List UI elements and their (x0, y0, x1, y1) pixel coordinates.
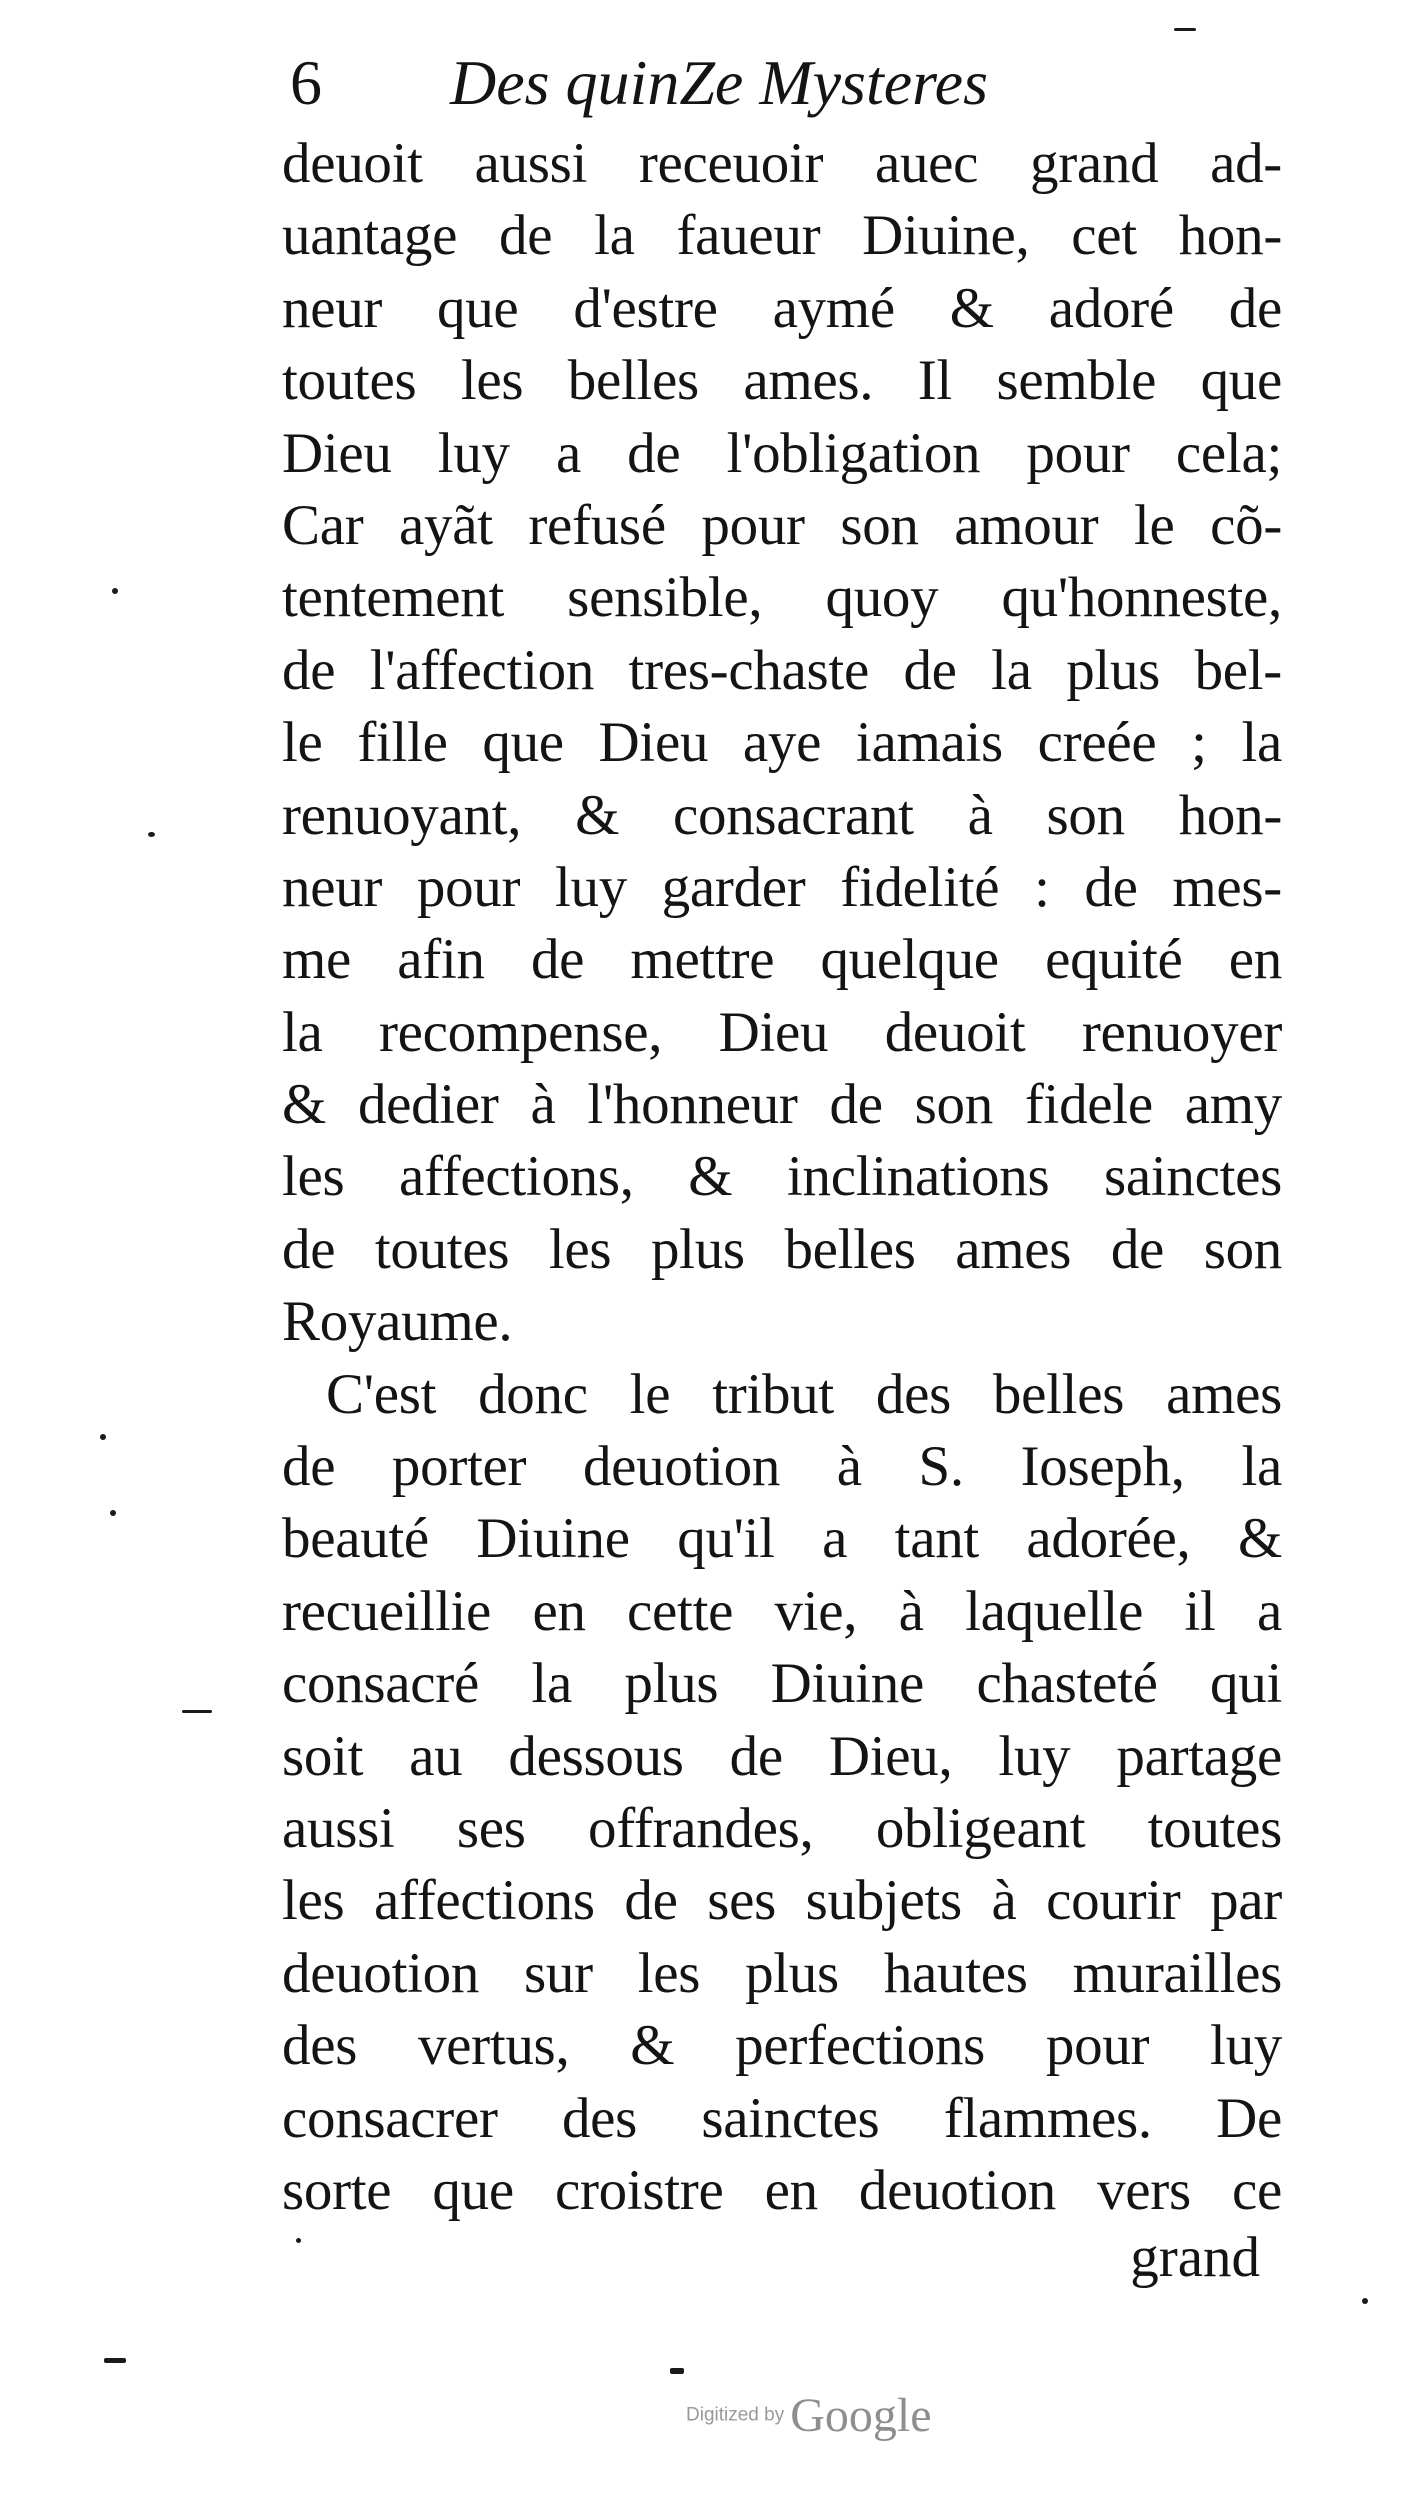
ink-speck (1174, 28, 1196, 31)
ink-speck (1362, 2298, 1368, 2304)
ink-speck (100, 1434, 106, 1440)
ink-speck (104, 2358, 126, 2363)
running-head (290, 38, 1290, 128)
body-text (282, 128, 1282, 2227)
text-line: de l'affection tres-chaste de la plus bel- (282, 638, 1282, 702)
text-line: de toutes les plus belles ames de son (282, 1217, 1282, 1281)
ink-speck (670, 2368, 684, 2374)
ink-speck (148, 832, 155, 837)
ink-speck (110, 1510, 116, 1516)
ink-speck (296, 2238, 301, 2243)
text-line: le fille que Dieu aye iamais creée ; la (282, 711, 1282, 775)
text-line: les affections, & inclinations sainctes (282, 1145, 1282, 1209)
text-line: consacrer des sainctes flammes. De (282, 2086, 1282, 2150)
text-line: Dieu luy a de l'obligation pour cela; (282, 421, 1282, 485)
text-line: recueillie en cette vie, à laquelle il a (282, 1579, 1282, 1643)
text-line: des vertus, & perfections pour luy (282, 2014, 1282, 2078)
text-line: toutes les belles ames. Il semble que (282, 349, 1282, 413)
ink-speck (112, 588, 118, 594)
text-line: consacré la plus Diuine chasteté qui (282, 1652, 1282, 1716)
text-line: uantage de la faueur Diuine, cet hon- (282, 204, 1282, 268)
text-line: neur pour luy garder fidelité : de mes- (282, 855, 1282, 919)
text-line: renuoyant, & consacrant à son hon- (282, 783, 1282, 847)
text-line: Royaume. (282, 1290, 513, 1354)
text-line: neur que d'estre aymé & adoré de (282, 276, 1282, 340)
text-line: soit au dessous de Dieu, luy partage (282, 1724, 1282, 1788)
text-line: aussi ses offrandes, obligeant toutes (282, 1796, 1282, 1860)
google-watermark (686, 2388, 932, 2448)
text-line: & dedier à l'honneur de son fidele amy (282, 1073, 1282, 1137)
page-number: 6 (290, 47, 322, 118)
watermark-prefix: Digitized by (686, 2404, 785, 2426)
text-line-paragraph-start: C'est donc le tribut des belles ames (326, 1362, 1282, 1426)
ink-speck (182, 1710, 212, 1713)
catchword: grand (1130, 2226, 1260, 2289)
text-line: Car ayãt refusé pour son amour le cõ- (282, 493, 1282, 557)
text-line: beauté Diuine qu'il a tant adorée, & (282, 1507, 1282, 1571)
text-line: tentement sensible, quoy qu'honneste, (282, 566, 1282, 630)
google-logo: Google (790, 2389, 932, 2442)
text-line: deuoit aussi receuoir auec grand ad- (282, 132, 1282, 195)
text-line: deuotion sur les plus hautes murailles (282, 1941, 1282, 2005)
text-line: les affections de ses subjets à courir par (282, 1869, 1282, 1933)
running-title: Des quinZe Mysteres (450, 47, 988, 118)
text-line: me afin de mettre quelque equité en (282, 928, 1282, 992)
text-line: la recompense, Dieu deuoit renuoyer (282, 1000, 1282, 1064)
text-line: de porter deuotion à S. Ioseph, la (282, 1435, 1282, 1499)
text-line: sorte que croistre en deuotion vers ce (282, 2158, 1282, 2222)
